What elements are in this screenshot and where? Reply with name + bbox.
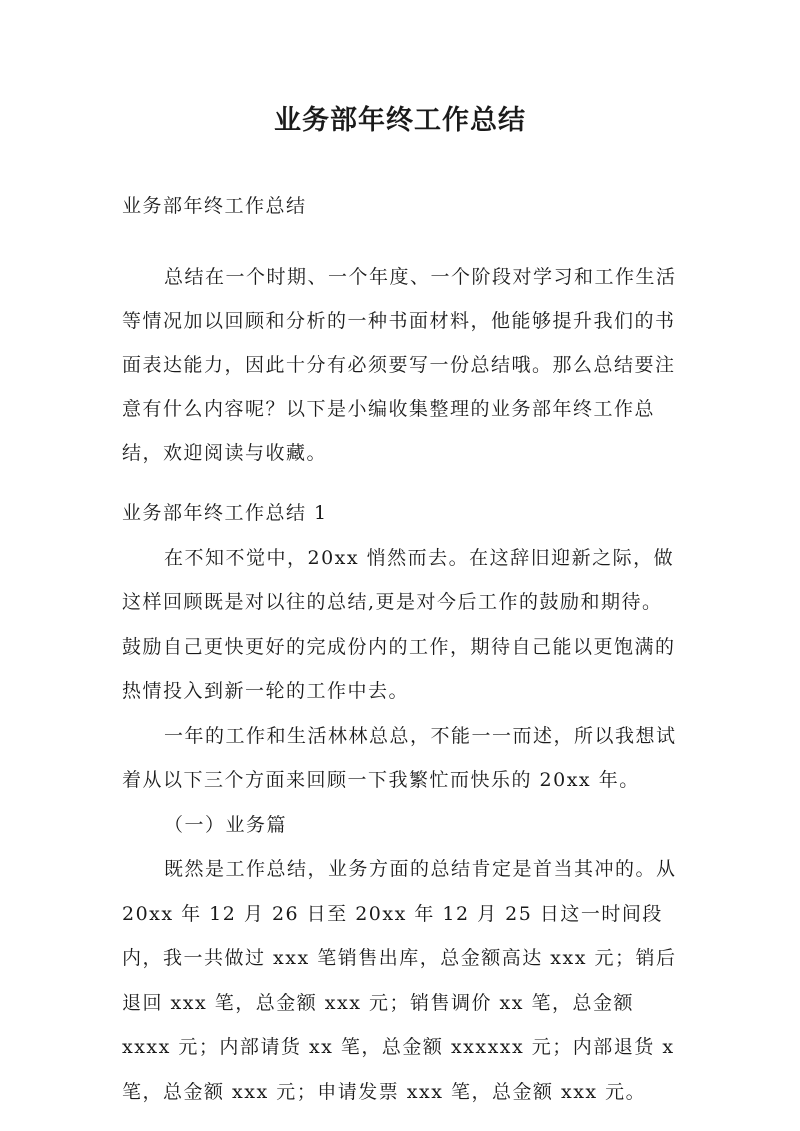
document-title: 业务部年终工作总结 xyxy=(274,105,526,136)
section-1-paragraph-3: 既然是工作总结，业务方面的总结肯定是首当其冲的。从 20xx 年 12 月 26 日至 20xx 年 12 月 25 日这一时间段内，我一共做过 xxx 笔销售出库，总金额高达 xxx 元；销后退回 xxx 笔，总金额 xxx 元；销售调价 xx 笔，总金额 xxxx 元；内部请货 xx 笔，总金额 xxxxxx 元；内部退货 x 笔，总金额 xxx 元；申请发票 xxx 笔，总金额 xxx 元。 xyxy=(122,858,677,1103)
intro-paragraph: 总结在一个时期、一个年度、一个阶段对学习和工作生活等情况加以回顾和分析的一种书面材料，他能够提升我们的书面表达能力，因此十分有必须要写一份总结哦。那么总结要注意有什么内容呢？以下是小编收集整理的业务部年终工作总结，欢迎阅读与收藏。 xyxy=(122,266,677,464)
section-1-heading: 业务部年终工作总结 1 xyxy=(122,502,328,524)
section-1-paragraph-1: 在不知不觉中，20xx 悄然而去。在这辞旧迎新之际，做这样回顾既是对以往的总结,更是对今后工作的鼓励和期待。鼓励自己更快更好的完成份内的工作，期待自己能以更饱满的热情投入到新一轮的工作中去。 xyxy=(122,546,676,702)
section-1-sub-heading: （一）业务篇 xyxy=(164,813,288,836)
section-1 xyxy=(122,491,682,1114)
section-1-paragraph-2: 一年的工作和生活林林总总，不能一一而述，所以我想试着从以下三个方面来回顾一下我繁忙而快乐的 20xx 年。 xyxy=(122,724,677,791)
document-subtitle: 业务部年终工作总结 xyxy=(122,195,307,217)
